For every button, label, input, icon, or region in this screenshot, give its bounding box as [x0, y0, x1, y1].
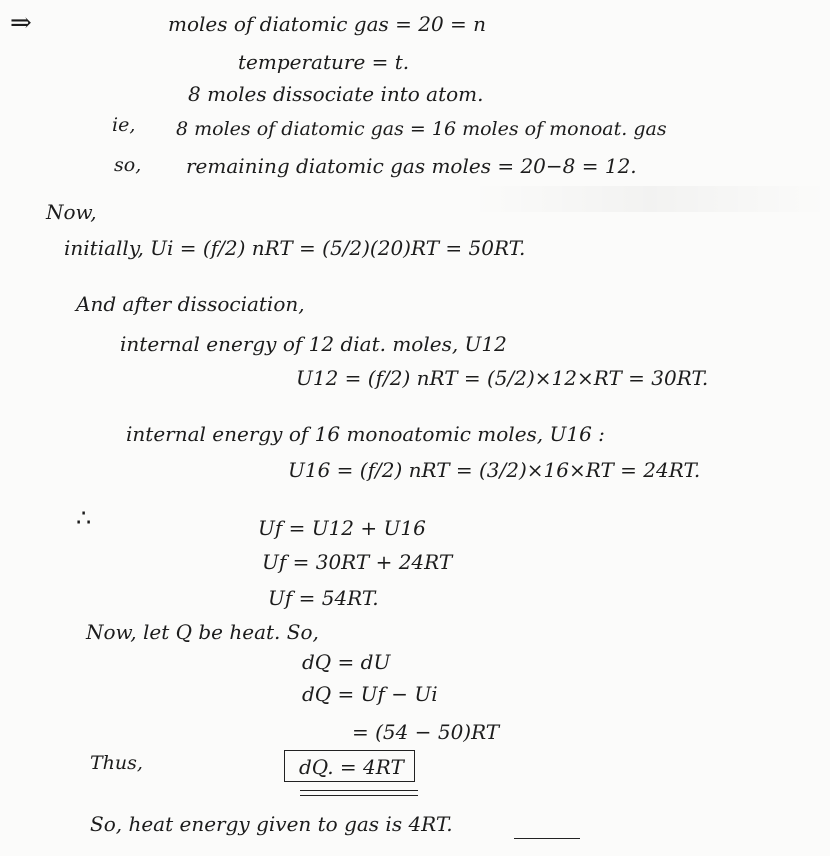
boxed-answer: dQ. = 4RT	[284, 750, 415, 782]
line-dq-calc: = (54 − 50)RT	[352, 720, 500, 744]
line-temperature: temperature = t.	[238, 50, 410, 74]
line-initial-energy: initially, Ui = (f/2) nRT = (5/2)(20)RT = 50RT.	[64, 236, 526, 260]
line-uf-sum: Uf = U12 + U16	[258, 516, 426, 540]
line-remaining-moles: remaining diatomic gas moles = 20−8 = 12.	[186, 154, 637, 178]
label-ie: ie,	[112, 114, 136, 136]
line-energy-16-label: internal energy of 16 monoatomic moles, U16 :	[126, 422, 605, 446]
line-now: Now,	[46, 200, 97, 224]
line-conclusion: So, heat energy given to gas is 4RT.	[90, 812, 453, 836]
line-uf-total: Uf = 54RT.	[268, 586, 379, 610]
line-energy-12-label: internal energy of 12 diat. moles, U12	[120, 332, 507, 356]
line-dissociate: 8 moles dissociate into atom.	[188, 82, 484, 106]
label-so: so,	[114, 154, 142, 176]
line-dq-du: dQ = dU	[302, 650, 391, 674]
line-after-dissociation: And after dissociation,	[76, 292, 305, 316]
line-energy-16: U16 = (f/2) nRT = (3/2)×16×RT = 24RT.	[288, 458, 701, 482]
scan-smudge	[470, 186, 830, 212]
line-moles-diatomic: moles of diatomic gas = 20 = n	[168, 12, 487, 36]
answer-double-underline	[300, 790, 418, 796]
implies-arrow-icon: ⇒	[10, 8, 32, 38]
line-dq-diff: dQ = Uf − Ui	[302, 682, 438, 706]
line-equivalence: 8 moles of diatomic gas = 16 moles of monoat. gas	[176, 118, 667, 140]
line-let-q: Now, let Q be heat. So,	[86, 620, 319, 644]
line-uf-values: Uf = 30RT + 24RT	[262, 550, 453, 574]
label-thus: Thus,	[90, 752, 143, 774]
answer-underline	[514, 838, 580, 839]
therefore-icon: ∴	[76, 504, 92, 532]
line-energy-12: U12 = (f/2) nRT = (5/2)×12×RT = 30RT.	[296, 366, 709, 390]
